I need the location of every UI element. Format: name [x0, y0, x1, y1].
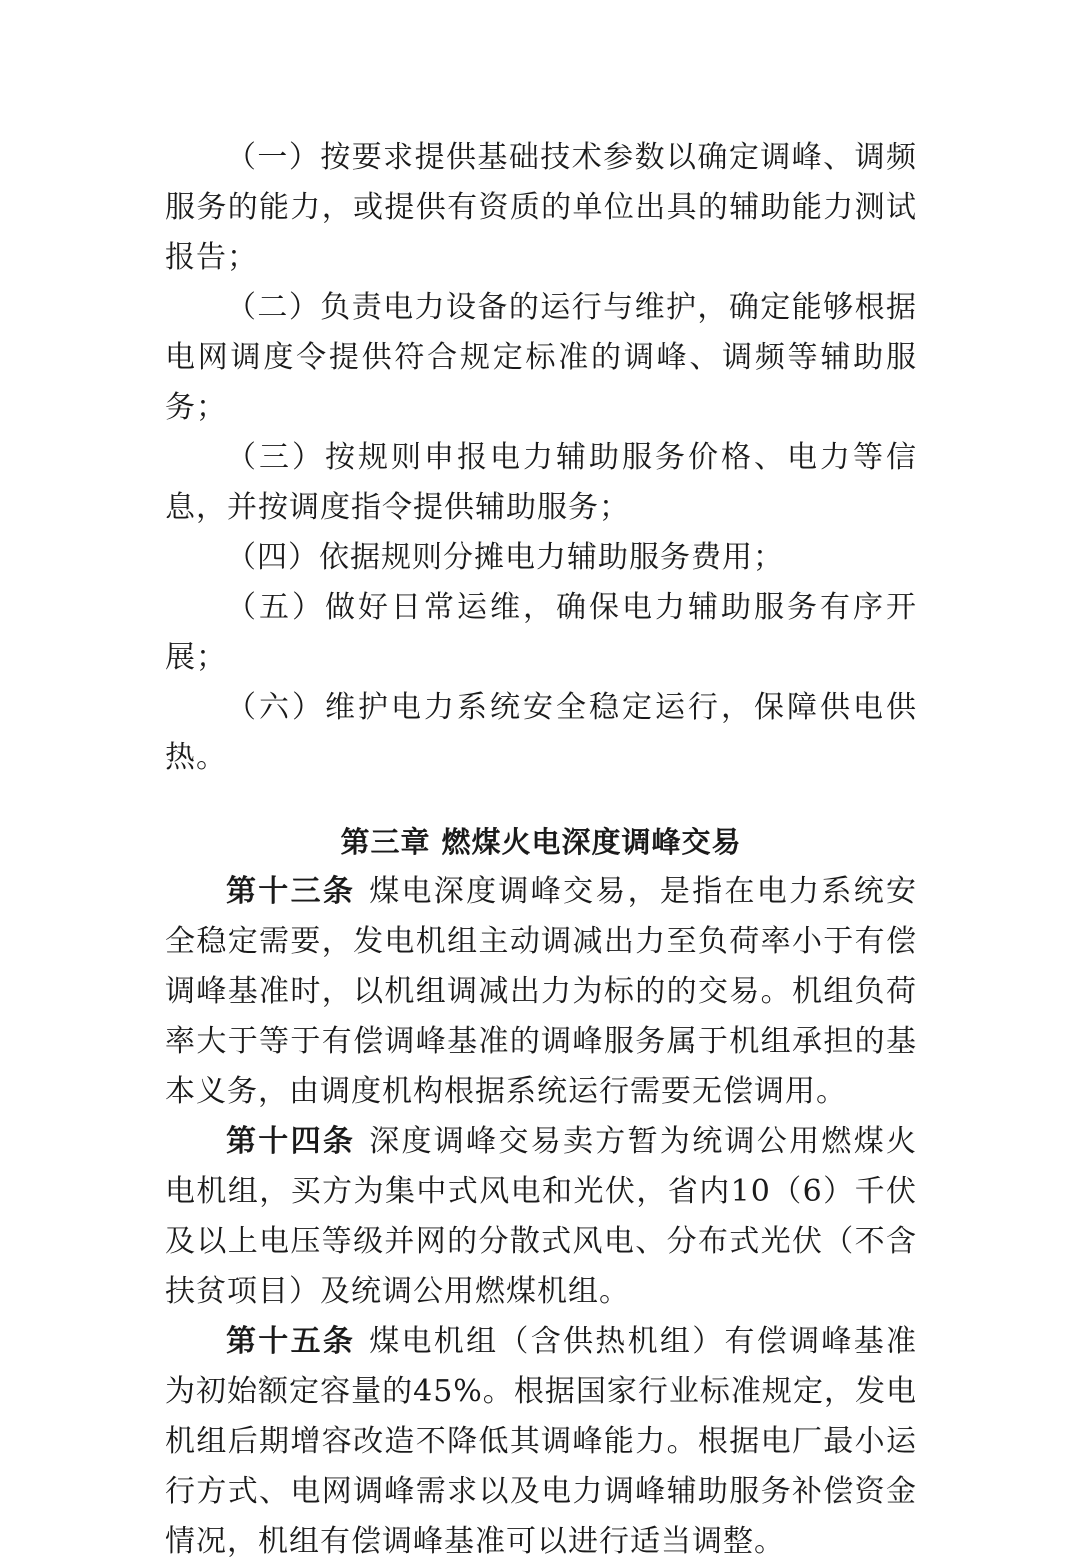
article-14-label: 第十四条	[226, 1124, 356, 1159]
obligation-list	[165, 133, 917, 783]
article-14	[165, 1117, 917, 1317]
article-15-text: 煤电机组（含供热机组）有偿调峰基准为初始额定容量的45%。根据国家行业标准规定，发电机组后期增容改造不降低其调峰能力。根据电厂最小运行方式、电网调峰需求以及电力调峰辅助服务补偿资金情况，机组有偿调峰基准可以进行适当调整。	[165, 1324, 918, 1559]
obligation-item-2: （二）负责电力设备的运行与维护，确定能够根据电网调度令提供符合规定标准的调峰、调频等辅助服务；	[165, 290, 917, 425]
article-14-text: 深度调峰交易卖方暂为统调公用燃煤火电机组，买方为集中式风电和光伏，省内10（6）千伏及以上电压等级并网的分散式风电、分布式光伏（不含扶贫项目）及统调公用燃煤机组。	[165, 1124, 918, 1309]
obligation-item-6: （六）维护电力系统安全稳定运行，保障供电供热。	[165, 690, 917, 775]
article-15-label: 第十五条	[226, 1324, 356, 1359]
article-13-label: 第十三条	[226, 874, 356, 909]
article-list	[165, 867, 917, 1567]
obligation-item-3: （三）按规则申报电力辅助服务价格、电力等信息，并按调度指令提供辅助服务；	[165, 440, 917, 525]
document-page	[165, 133, 917, 1567]
article-15	[165, 1317, 917, 1567]
obligation-item-5: （五）做好日常运维，确保电力辅助服务有序开展；	[165, 590, 917, 675]
chapter-heading: 第三章 燃煤火电深度调峰交易	[340, 825, 742, 859]
obligation-item-4: （四）依据规则分摊电力辅助服务费用；	[226, 540, 784, 575]
article-13	[165, 867, 917, 1117]
obligation-item-1: （一）按要求提供基础技术参数以确定调峰、调频服务的能力，或提供有资质的单位出具的辅助能力测试报告；	[165, 140, 917, 275]
article-13-text: 煤电深度调峰交易，是指在电力系统安全稳定需要，发电机组主动调减出力至负荷率小于有偿调峰基准时，以机组调减出力为标的的交易。机组负荷率大于等于有偿调峰基准的调峰服务属于机组承担的基本义务，由调度机构根据系统运行需要无偿调用。	[165, 874, 918, 1109]
